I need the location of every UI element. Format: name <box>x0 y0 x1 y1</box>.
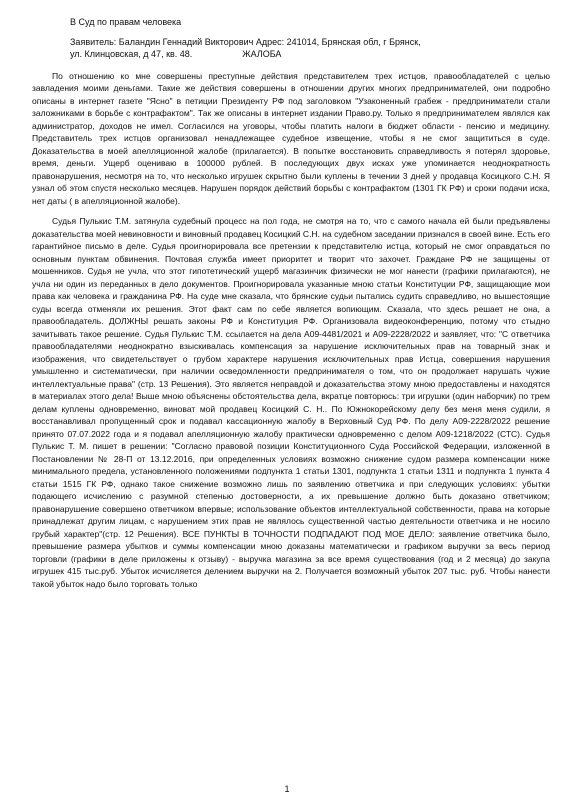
paragraph-1: По отношению ко мне совершены преступные действия представителем трех истцов, правообладателей с целью завладения моими деньгами. Такие же действия совершены в отношении других многих предпринимателей, они подробно описаны в интернет газете "Ясно" в петиции Президенту РФ под заголовком "Узаконенный грабеж - предприниматели стали заложниками в борьбе с контрафактом". Так же описаны в интернет издании Право.ру. Только я предпринимателем являлся как администратор, доходов не имел. Согласился на уговоры, чтобы платить налоги в бюджет области - пенсию и медицину. Представитель трех истцов организовал ненадлежащее судебное извещение, чтобы я не смог защититься в суде. Доказательства в моей апелляционной жалобе (прилагается). В попытке восстановить справедливость я потерял здоровье, время, деньги. Ущерб оцениваю в 100000 рублей. В последующих двух исках уже упоминается неоднократность правонарушения, несмотря на то, что несколько игрушек скрытно были куплены в течении 3 дней у продавца Косицкого С.Н. Я узнал об этом спустя несколько месяцев. Нарушен порядок действий борьбы с контрафактом (1301 ГК РФ) и сроки подачи иска, нет даты ( в апелляционной жалобе). <box>32 70 550 206</box>
applicant-line-2: ул. Клинцовская, д 47, кв. 48. ЖАЛОБА <box>70 49 282 60</box>
document-body <box>32 70 550 591</box>
page-number: 1 <box>284 784 290 794</box>
applicant-block <box>32 36 550 60</box>
recipient-line: В Суд по правам человека <box>70 17 182 27</box>
paragraph-2: Судья Пулькис Т.М. затянула судебный процесс на пол года, не смотря на то, что с самого начала ей были предъявлены доказательства моей невиновности и виновный продавец Косицкий С.Н. на судебном заседании признался в своей вине. Есть его гарантийное письмо в деле. Судья проигнорировала все претензии к представителю истца, который не смог оправдаться по основным пунктам обвинения. Почтовая служба имеет приоритет и творит что захочет. Граждане РФ не защищены от мошенников. Судья не учла, что этот гипотетический ущерб магазинчик физически не мог нанести (графики прилагаются), не учла ни один из переданных в дело документов. Проигнорировала указанные мною статьи Конституции РФ, защищающие мои права как человека и гражданина РФ. На суде мне сказала, что брянские судьи пытались судить справедливо, но вышестоящие суды всегда отменяли их решения. Этот факт сам по себе является вопиющим. Сказала, что здесь решает не она, а правообладатель. ДОЛЖНЫ решать законы РФ и Конституция РФ. Организовала видеоконференцию, потому что стыдно зачитывать такое решение. Судья Пулькис Т.М. ссылается на дела А09-4481/2021 и А09-2228/2022 и заявляет, что: "С ответчика правообладателями неоднократно взыскивалась компенсация за нарушение исключительных прав на товарный знак и изображения, что свидетельствует о грубом характере нарушения исключительных прав Истца, совершения нарушения умышленно и систематически, при наличии осведомленности предпринимателя о том, что он продолжает нарушать чужие интеллектуальные права" (стр. 13 Решения). Это является неправдой и доказательства этому мною предоставлены и находятся в материалах этого дела! Выше мною объяснены обстоятельства дела, вкратце повторюсь: три игрушки (один наборчик) по трем делам куплены одновременно, виноват мой продавец Косицкий С. Н.. По Южнокорейскому делу без меня меня судили, я восстанавливал пропущенный срок и подавал кассационную жалобу в Верховный Суд РФ. По делу А09-2228/2022 решение принято 07.07.2022 года и я подавал апелляционную жалобу практически одновременно с делом А09-1218/2022 (СТС). Судья Пулькис Т. М. пишет в решении: "Согласно правовой позиции Конституционного Суда Российской Федерации, изложенной в Постановлении № 28-П от 13.12.2016, при определенных условиях возможно снижение судом размера компенсации ниже минимального предела, установленного положениями подпункта 1 статьи 1301, подпункта 1 статьи 1311 и подпункта 1 пункта 4 статьи 1515 ГК РФ, однако такое снижение возможно лишь по заявлению ответчика и при следующих условиях: убытки подающего исчислению с разумной степенью достоверности, а их превышение должно быть доказано ответчиком; правонарушение совершено ответчиком впервые; использование объектов интеллектуальной собственности, права на которые принадлежат другим лицам, с нарушением этих прав не являлось существенной частью деятельности ответчика и не носило грубый характер"(стр. 12 Решения). ВСЕ ПУНКТЫ В ТОЧНОСТИ ПОДПАДАЮТ ПОД МОЕ ДЕЛО: заявление ответчика было, превышение размера убытков и суммы компенсации мною доказаны математически и графиком выручки за весь период торговли (графики в деле приложены к отзыву) - выручка магазина за все время существования (год и 2 месяца) до закупа игрушек 415 тыс.руб. Убыток исчисляется делением выручки на 2. Получается возможный убыток 207 тыс. руб. Чтобы нанести такой убыток надо было торговать только <box>32 216 550 589</box>
applicant-line-1: Заявитель: Баландин Геннадий Викторович Адрес: 241014, Брянская обл, г Брянск, <box>70 37 421 48</box>
